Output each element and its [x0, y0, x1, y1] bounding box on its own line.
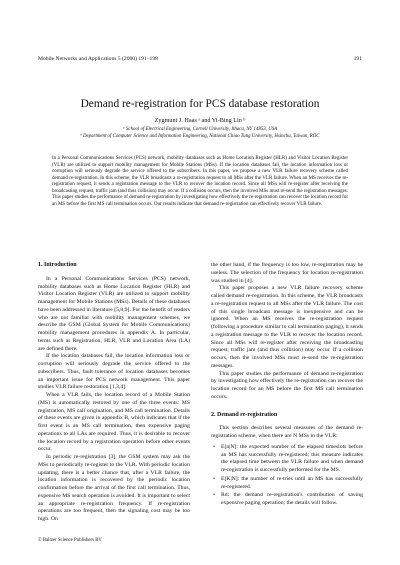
list-item: • E[n|N]: the expected number of the elapsed timeslots before an MS has successfully re-registered; this measure indicates the elapsed time between the VLR failure and when demand re-registration is successfully performed for the MS.	[213, 443, 363, 473]
affiliation-b: ᵇ Department of Computer Science and Information Engineering, National Chiao Tung University, Hsinchu, Taiwan, ROC	[80, 134, 320, 139]
paragraph: This paper proposes a new VLR failure recovery scheme called demand re-registration. In this scheme, the VLR broadcasts a re-registration request to all MSs after the VLR failure. The cost of this single broadcast message is inexpensive and can be ignored. When an MS receives the re-registration request (following a procedure similar to call termination paging), it sends a registration message to the VLR to recover the location record. Since all MSs will re-register after receiving the broadcasting request, traffic jam (and thus collision) may occur. If a collision occurs, then the involved MSs must re-send the re-registration messages.	[211, 285, 363, 369]
journal-citation: Mobile Networks and Applications 5 (2000) 191–198	[38, 56, 158, 62]
paragraph: the other hand, if the frequency is too low, re-registration may be useless. The selection of the frequency for location re-registration was studied in [4].	[211, 262, 363, 284]
author-list: Zygmunt J. Haas ᵃ and Yi-Bing Lin ᵇ	[154, 117, 246, 124]
section-spacer	[211, 402, 363, 412]
bullet-icon: •	[213, 475, 215, 482]
abstract: In a Personal Communications Services (PCS) network, mobility databases such as Home Location Register (HLR) and Visitor Location Register (VLR) are utilized to support mobility management for Mobile Stations (MSs). If the location databases fail, the location information loss or corruption will seriously degrade the service offered to the subscribers. In this paper, we propose a new VLR failure recovery scheme called demand re-registration. In this scheme, the VLR broadcasts a re-registration request to all MSs after the VLR failure. When an MS receives the re-registration request, it sends a registration message to the VLR to recover the location record. Since all MSs will re-register after receiving the broadcasting request, traffic jam (and thus collision) may occur. If a collision occurs, then the involved MSs must re-send the registration messages. This paper studies the performance of demand re-registration by investigating how effectively the re-registration can recover the location record for an MS before the first MS call termination occurs. Our results indicate that demand re-registration can effectively recover VLR failure.	[52, 156, 348, 207]
paragraph: In a Personal Communications Services (PCS) network, mobility databases such as Home Location Register (HLR) and Visitor Location Register (VLR) are utilized to support mobility management for Mobile Stations (MSs). Details of these databases have been addressed in literature [5,8,9]. For the benefit of readers who are not familiar with mobility management schemes, we describe the GSM (Global System for Mobile Communications) mobility management procedures in appendix A. In particular, terms such as Registration, HLR, VLR and Location Area (LA) are defined there.	[38, 275, 190, 352]
list-item: • Rd: the demand re-registration's contribution of saving expensive paging operation; the details will follow.	[213, 492, 363, 506]
paragraph: In periodic re-registration [3], the GSM system may ask the MSs to periodically re-register to the VLR. With periodic location updating, there is a better chance that, after a VLR failure, the location information is recovered by the periodic location confirmation before the arrival of the first call termination. Thus, expensive MS search operation is avoided. It is important to select an appropriate re-registration frequency. If re-registration operations are too frequent, then the signaling cost may be too high. On	[38, 454, 190, 522]
paragraph: This paper studies the performance of demand re-registration by investigating how effectively the re-registration can recover the location record for an MS before the first MS call termination occurs.	[211, 370, 363, 400]
publisher-footer: © Baltzer Science Publishers BV	[38, 538, 102, 543]
left-column	[38, 262, 190, 524]
measure-list	[211, 444, 363, 508]
running-head	[38, 56, 362, 62]
right-column	[211, 262, 363, 509]
list-item: • E[K|N]: the number of re-tries until an MS has successfully re-registered.	[213, 475, 363, 490]
paper-title: Demand re-registration for PCS database restoration	[80, 98, 320, 110]
paragraph: This section describes several measures of the demand re-registration scheme, when there are N MSs in the VLR:	[211, 425, 363, 439]
page-number: 191	[353, 56, 362, 62]
bullet-icon: •	[213, 443, 215, 450]
affiliation-a: ᵃ School of Electrical Engineering, Cornell University, Ithaca, NY 14853, USA	[122, 127, 278, 132]
bullet-icon: •	[213, 492, 215, 499]
section-title-introduction: 1. Introduction	[38, 262, 77, 268]
paragraph: When a VLR fails, the location record of a Mobile Station (MS) is automatically restored by one of the three events: MS registration, MS call origination, and MS call termination. Details of these events are given in appendix B, which indicates that if the first event is an MS call termination, then expensive paging operations to all LAs are required. Thus, it is desirable to recover the location record by a registration operation before other events occur.	[38, 392, 190, 453]
paragraph: If the location databases fail, the location information loss or corruption will seriously degrade the service offered to the subscribers. Thus, fault tolerance of location databases becomes an important issue for PCS network management. This paper studies VLR failure restoration [1,3,4].	[38, 353, 190, 391]
section-title-demand-re-registration: 2. Demand re-registration	[211, 411, 278, 418]
